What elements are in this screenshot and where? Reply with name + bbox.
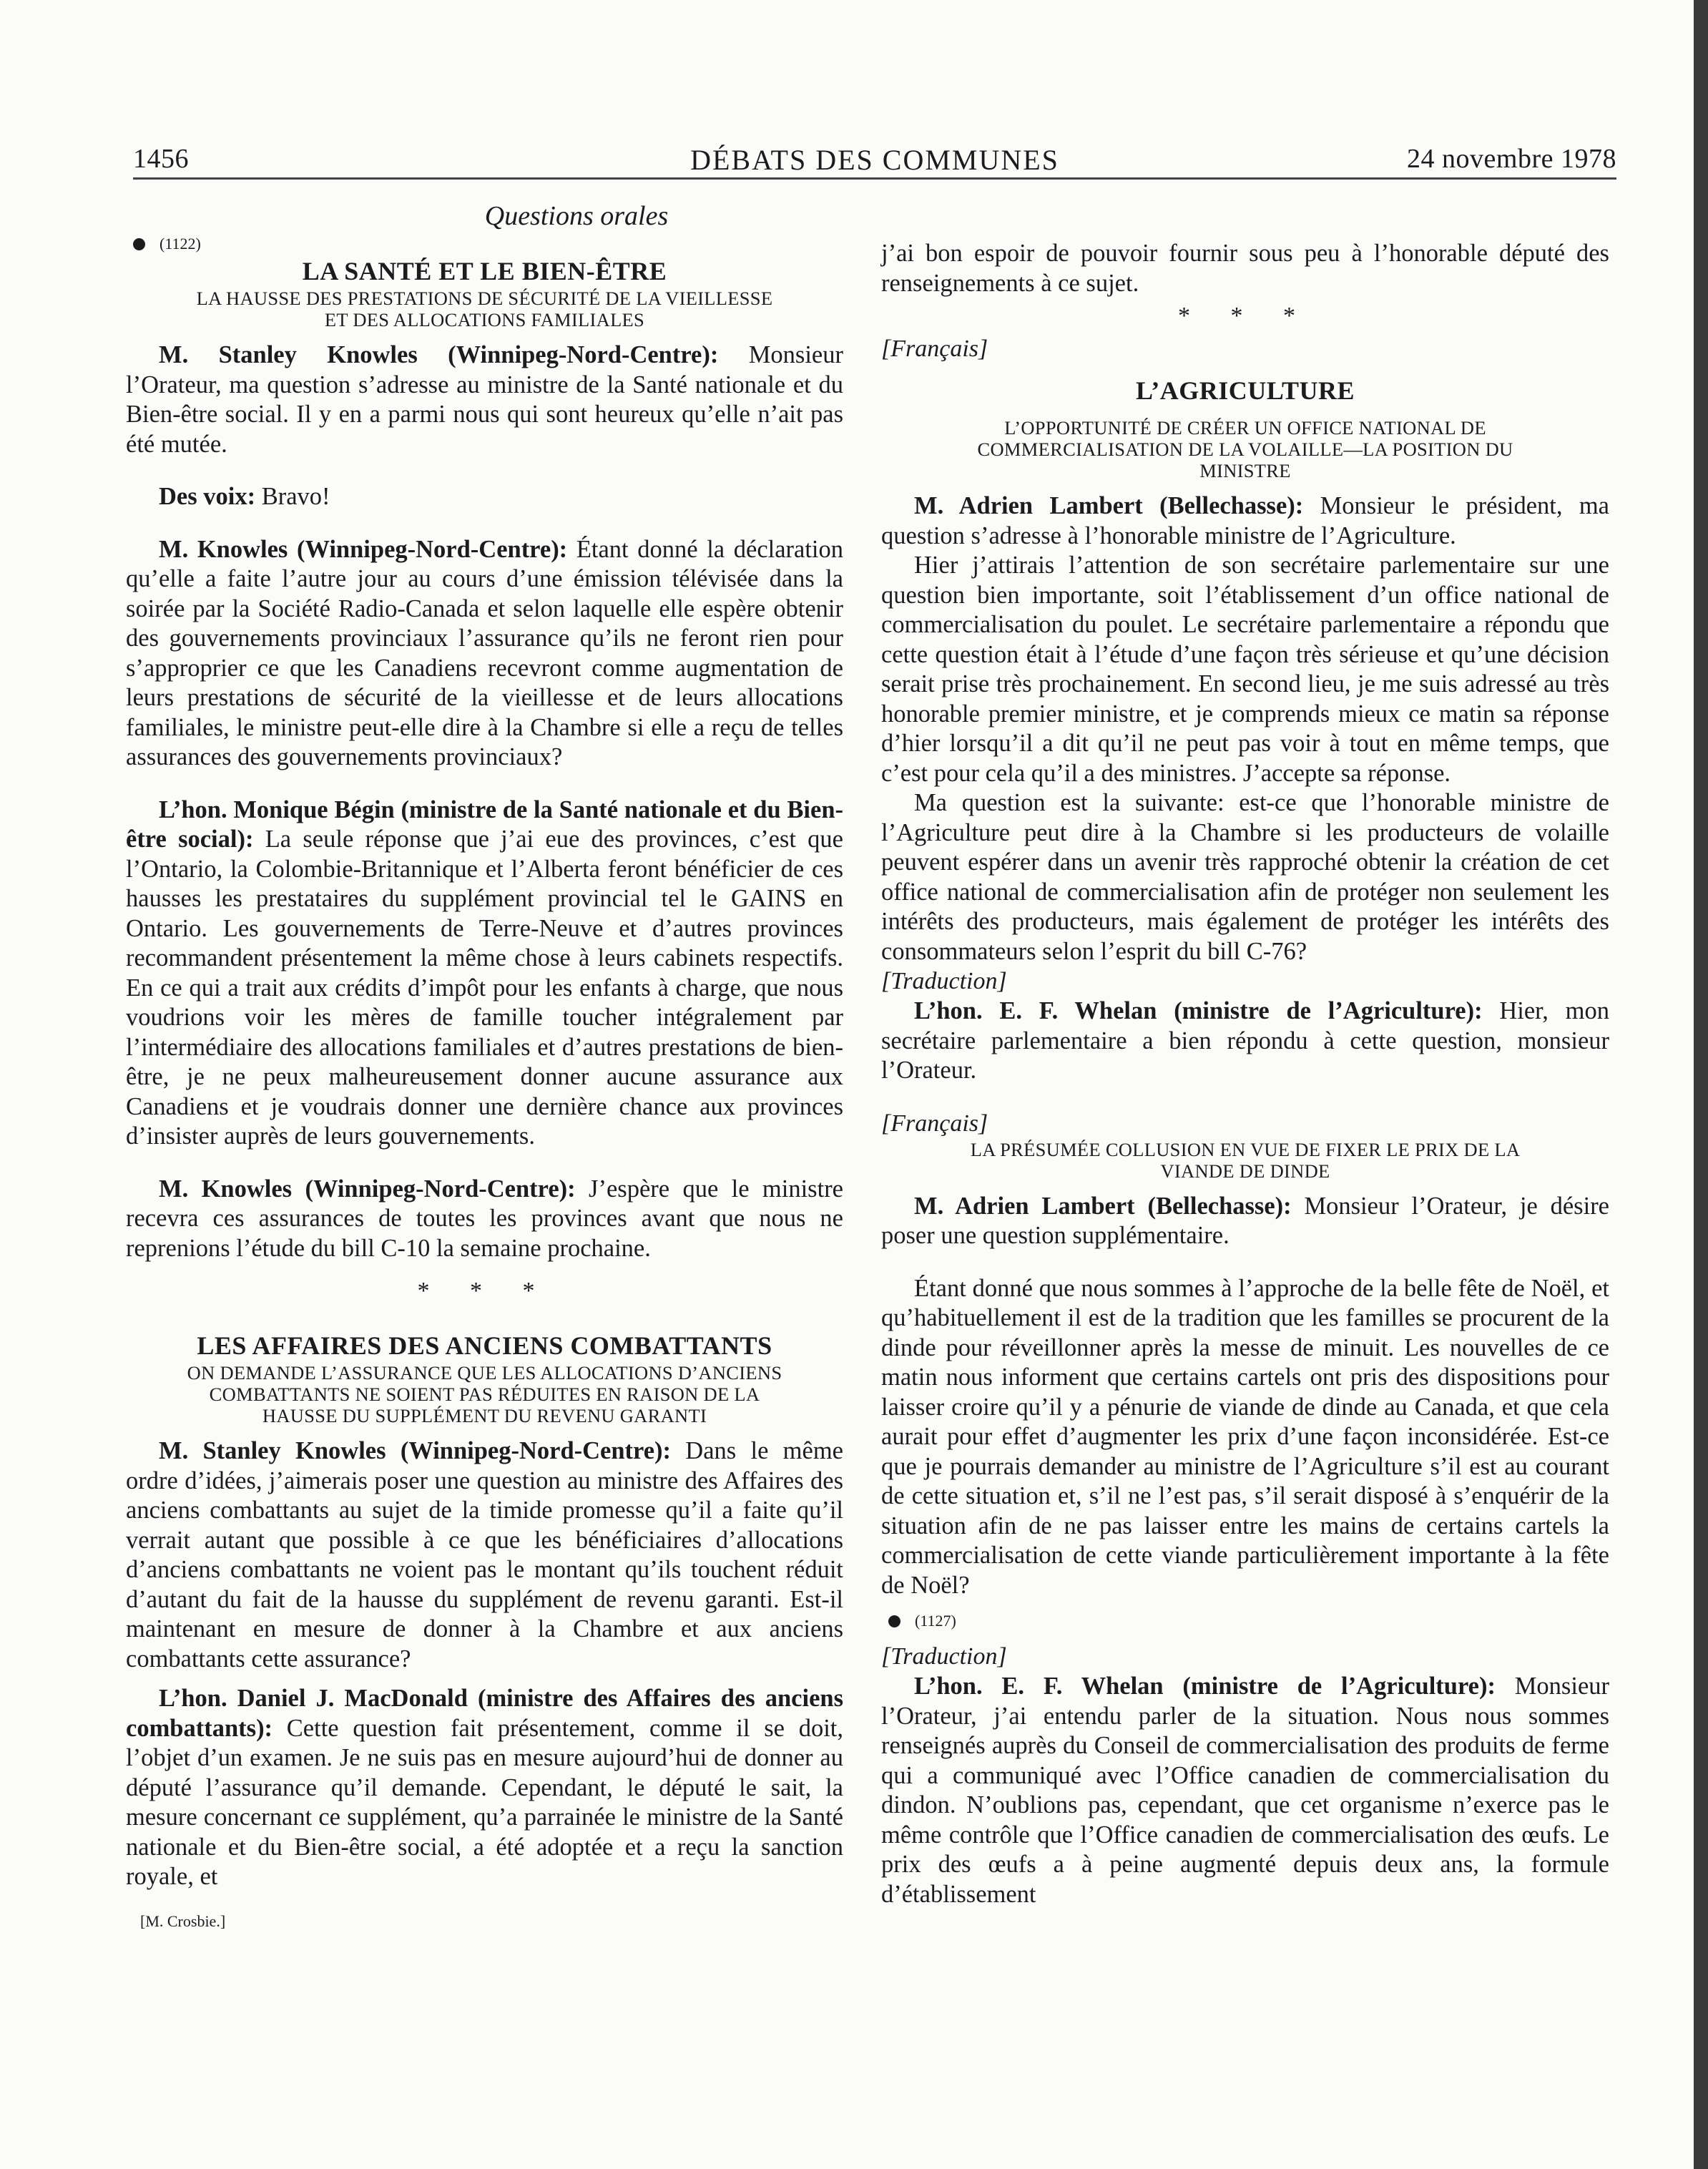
speech-paragraph: [126, 1436, 843, 1674]
subheading-line: VIANDE DE DINDE: [1160, 1160, 1330, 1182]
speaker-name: M. Adrien Lambert (Bellechasse):: [914, 492, 1304, 519]
header-rule: [133, 177, 1616, 180]
topic-heading: LA SANTÉ ET LE BIEN-ÊTRE: [302, 257, 667, 285]
speech-paragraph: [881, 1672, 1609, 1909]
subheading-line: COMMERCIALISATION DE LA VOLAILLE—LA POSITION DU: [977, 439, 1513, 460]
speaker-name: L’hon. E. F. Whelan (ministre de l’Agriculture):: [914, 1673, 1496, 1700]
speech-text: Hier, mon secrétaire parlementaire a bien répondu à cette question, monsieur l’Orateur.: [881, 997, 1609, 1084]
subheading-line: LA PRÉSUMÉE COLLUSION EN VUE DE FIXER LE PRIX DE LA: [970, 1138, 1521, 1160]
speech-text: Monsieur le président, ma question s’adresse à l’honorable ministre de l’Agriculture.: [881, 492, 1609, 549]
topic-subheading: [126, 288, 843, 331]
speech-text: Dans le même ordre d’idées, j’aimerais poser une question au ministre des Affaires des anciens combattants au sujet de la timide promesse qu’il a faite qu’il verrait autant que possible à ce que les bénéficiaires d’allocations d’anciens combattants ne voient pas le montant qu’ils touchent réduit d’autant du fait de la hausse du supplément de revenu garanti. Est-il maintenant en mesure de donner à la Chambre et aux anciens combattants cette assurance?: [126, 1437, 843, 1673]
page-date: 24 novembre 1978: [1407, 144, 1616, 174]
speech-paragraph: j’ai bon espoir de pouvoir fournir sous peu à l’honorable député des renseignements à ce sujet.: [881, 240, 1609, 297]
speech-text: Monsieur l’Orateur, ma question s’adresse au ministre de la Santé nationale et du Bien-être social. Il y en a parmi nous qui sont heureux qu’elle n’ait pas été mutée.: [126, 341, 843, 458]
speaker-name: M. Stanley Knowles (Winnipeg-Nord-Centre):: [159, 1437, 672, 1464]
subheading-line: HAUSSE DU SUPPLÉMENT DU REVENU GARANTI: [262, 1405, 707, 1426]
section-separator: * * *: [417, 1278, 552, 1304]
subheading-line: ON DEMANDE L’ASSURANCE QUE LES ALLOCATIONS D’ANCIENS: [187, 1362, 782, 1384]
language-marker: [Traduction]: [881, 968, 1007, 994]
scan-edge: [1694, 0, 1708, 2169]
subheading-line: COMBATTANTS NE SOIENT PAS RÉDUITES EN RAISON DE LA: [209, 1384, 760, 1405]
topic-heading: LES AFFAIRES DES ANCIENS COMBATTANTS: [197, 1331, 772, 1360]
speaker-name: L’hon. Daniel J. MacDonald (ministre des Affaires des anciens combattants):: [126, 1685, 843, 1742]
speech-paragraph: [881, 997, 1609, 1086]
speaker-name: M. Adrien Lambert (Bellechasse):: [914, 1192, 1292, 1220]
speech-text: Étant donné la déclaration qu’elle a faite l’autre jour au cours d’une émission télévisée dans la soirée par la Société Radio-Canada et selon laquelle elle espère obtenir des gouvernements provinciaux l’assurance qu’ils ne feront rien pour s’approprier ce que les Canadiens recevront comme augmentation de leurs prestations de sécurité de la vieillesse et de leurs allocations familiales, le ministre peut-elle dire à la Chambre si elle a reçu de telles assurances des gouvernements provinciaux?: [126, 535, 843, 770]
subheading-line: L’OPPORTUNITÉ DE CRÉER UN OFFICE NATIONAL DE: [1004, 417, 1486, 439]
speech-paragraph: [126, 482, 843, 512]
topic-subheading: [126, 1362, 843, 1426]
speaker-name: M. Knowles (Winnipeg-Nord-Centre):: [159, 535, 568, 563]
speech-text: Bravo!: [255, 483, 330, 510]
speech-paragraph: Hier j’attirais l’attention de son secrétaire parlementaire sur une question bien importante, soit l’établissement d’un office national de commercialisation du poulet. Le secrétaire parlementaire a répondu que cette question était à l’étude d’une façon très sérieuse et qu’une décision serait prise très prochainement. En second lieu, je me suis adressé au très honorable premier ministre, et je comprends mieux ce matin sa réponse d’hier lorsqu’il a dit qu’il ne peut pas voir à tout en même temps, que c’est pour cela qu’il a des ministres. J’accepte sa réponse.: [881, 552, 1609, 787]
speech-text: Cette question fait présentement, comme il se doit, l’objet d’un examen. Je ne suis pas en mesure aujourd’hui de donner au député l’assurance qu’il demande. Cependant, le député le sait, la mesure concernant ce supplément, qu’a parrainée le ministre de la Santé nationale et du Bien-être social, a été adoptée et a reçu la sanction royale, et: [126, 1714, 843, 1890]
topic-subheading: [881, 1139, 1609, 1182]
subheading-line: ET DES ALLOCATIONS FAMILIALES: [324, 309, 645, 331]
subheading-line: LA HAUSSE DES PRESTATIONS DE SÉCURITÉ DE LA VIEILLESSE: [196, 288, 773, 309]
bullet-icon: [133, 238, 145, 250]
speaker-name: Des voix:: [159, 483, 256, 510]
speaker-name: M. Knowles (Winnipeg-Nord-Centre):: [159, 1175, 576, 1203]
time-marker-label: (1122): [159, 235, 201, 253]
page-header: [133, 140, 1616, 183]
speech-text: Monsieur l’Orateur, j’ai entendu parler de la situation. Nous nous sommes renseignés auprès du Conseil de commercialisation des produits de ferme qui a communiqué avec l’Office canadien de commercialisation du dindon. N’oublions pas, cependant, que cet organisme n’exerce pas le même contrôle que l’Office canadien de commercialisation des œufs. Le prix des œufs a à peine augmenté depuis deux ans, la formule d’établissement: [881, 1673, 1609, 1908]
speaker-name: L’hon. Monique Bégin (ministre de la Santé nationale et du Bien-être social):: [126, 795, 843, 853]
speech-paragraph: [126, 535, 843, 773]
speech-paragraph: [126, 1684, 843, 1892]
speech-text: Monsieur l’Orateur, je désire poser une question supplémentaire.: [881, 1192, 1609, 1249]
subheading-line: MINISTRE: [1199, 460, 1291, 481]
left-column: [126, 199, 843, 1932]
section-separator: * * *: [1178, 303, 1312, 329]
right-column: [881, 239, 1609, 1909]
section-title: Questions orales: [484, 201, 669, 231]
speech-paragraph: [881, 1192, 1609, 1251]
footnote: [M. Crosbie.]: [140, 1911, 226, 1930]
time-marker: [881, 1610, 1609, 1632]
time-marker-label: (1127): [915, 1612, 956, 1630]
speaker-name: M. Stanley Knowles (Winnipeg-Nord-Centre):: [159, 341, 719, 368]
language-marker: [Français]: [881, 336, 988, 362]
speech-paragraph: Étant donné que nous sommes à l’approche de la belle fête de Noël, et qu’habituellement il est de la tradition que les familles se procurent de la dinde pour réveillonner après la messe de minuit. Les nouvelles de ce matin nous informent que certains cartels ont pris des dispositions pour laisser croire qu’il y a pénurie de viande de dinde au Canada, et que cela aurait pour effet d’augmenter les prix d’une façon inconsidérée. Est-ce que je pourrais demander au ministre de l’Agriculture s’il est au courant de cette situation et, s’il ne l’est pas, s’il serait disposé à s’enquérir de la situation afin de ne pas laisser entre les mains de certains cartels la commercialisation de cette viande particulièrement importante à la fête de Noël?: [881, 1274, 1609, 1599]
topic-subheading: [881, 417, 1609, 481]
speech-paragraph: [881, 491, 1609, 551]
speech-text: La seule réponse que j’ai eue des provinces, c’est que l’Ontario, la Colombie-Britannique et l’Alberta feront bénéficier de ces hausses les prestataires du supplément provincial tel le GAINS en Ontario. Les gouvernements de Terre-Neuve et d’autres provinces recommandent présentement la même chose à leurs cabinets respectifs. En ce qui a trait aux crédits d’impôt pour les enfants à charge, que nous voudrions voir les mères de famille toucher intégralement par l’intermédiaire des allocations familiales et d’autres prestations de bien-être, je ne peux malheureusement donner aucune assurance aux Canadiens et je voudrais donner une dernière chance aux provinces d’insister auprès de leurs gouvernements.: [126, 826, 843, 1150]
language-marker: [Français]: [881, 1110, 988, 1137]
speech-paragraph: Ma question est la suivante: est-ce que l’honorable ministre de l’Agriculture peut dire à la Chambre si les producteurs de volaille peuvent espérer dans un avenir très rapproché obtenir la création de cet office national de commercialisation afin de protéger non seulement les intérêts des producteurs, mais également de protéger les intérêts des consommateurs selon l’esprit du bill C-76?: [881, 789, 1609, 965]
speaker-name: L’hon. E. F. Whelan (ministre de l’Agriculture):: [914, 997, 1483, 1024]
speech-text: J’espère que le ministre recevra ces assurances de toutes les provinces avant que nous ne reprenions l’étude du bill C-10 la semaine prochaine.: [126, 1175, 843, 1262]
speech-paragraph: [126, 1175, 843, 1264]
speech-paragraph: [126, 341, 843, 459]
publication-title: DÉBATS DES COMMUNES: [690, 144, 1059, 176]
language-marker: [Traduction]: [881, 1643, 1007, 1670]
speech-paragraph: [126, 795, 843, 1152]
bullet-icon: [888, 1615, 900, 1627]
topic-heading: L’AGRICULTURE: [1136, 376, 1355, 405]
time-marker: [126, 233, 843, 255]
page-number: 1456: [133, 144, 189, 174]
